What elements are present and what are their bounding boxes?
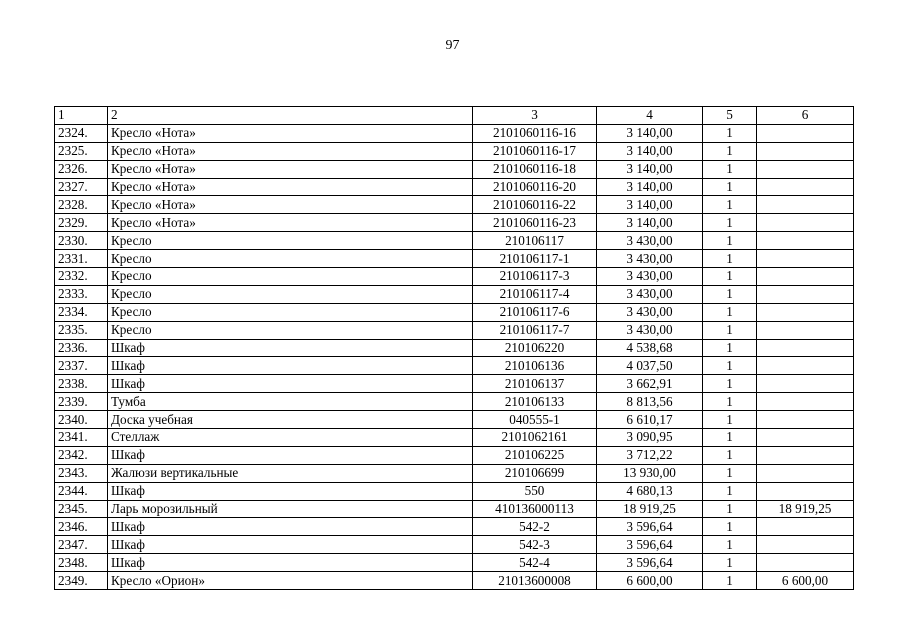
quantity-cell: 1 xyxy=(703,357,757,375)
total-cell: 6 600,00 xyxy=(757,572,854,590)
table-row xyxy=(55,464,854,482)
inventory-code-cell: 2101060116-16 xyxy=(473,124,597,142)
table-row xyxy=(55,250,854,268)
price-cell: 4 538,68 xyxy=(597,339,703,357)
price-cell: 3 090,95 xyxy=(597,429,703,447)
total-cell xyxy=(757,554,854,572)
row-number-cell: 2333. xyxy=(55,285,108,303)
inventory-code-cell: 550 xyxy=(473,482,597,500)
row-number-cell: 2348. xyxy=(55,554,108,572)
row-number-cell: 2335. xyxy=(55,321,108,339)
price-cell: 4 680,13 xyxy=(597,482,703,500)
total-cell xyxy=(757,464,854,482)
row-number-cell: 2349. xyxy=(55,572,108,590)
quantity-cell: 1 xyxy=(703,160,757,178)
row-number-cell: 2347. xyxy=(55,536,108,554)
quantity-cell: 1 xyxy=(703,482,757,500)
inventory-code-cell: 210106117-3 xyxy=(473,268,597,286)
total-cell xyxy=(757,357,854,375)
price-cell: 8 813,56 xyxy=(597,393,703,411)
quantity-cell: 1 xyxy=(703,232,757,250)
total-cell xyxy=(757,214,854,232)
total-cell xyxy=(757,339,854,357)
price-cell: 3 140,00 xyxy=(597,142,703,160)
quantity-cell: 1 xyxy=(703,214,757,232)
item-name-cell: Ларь морозильный xyxy=(108,500,473,518)
row-number-cell: 2330. xyxy=(55,232,108,250)
quantity-cell: 1 xyxy=(703,393,757,411)
total-cell xyxy=(757,232,854,250)
item-name-cell: Шкаф xyxy=(108,339,473,357)
item-name-cell: Кресло «Нота» xyxy=(108,214,473,232)
total-cell xyxy=(757,268,854,286)
row-number-cell: 2336. xyxy=(55,339,108,357)
total-cell xyxy=(757,375,854,393)
inventory-code-cell: 2101060116-17 xyxy=(473,142,597,160)
inventory-code-cell: 210106117-7 xyxy=(473,321,597,339)
table-body xyxy=(55,124,854,589)
total-cell xyxy=(757,124,854,142)
row-number-cell: 2342. xyxy=(55,446,108,464)
row-number-cell: 2341. xyxy=(55,429,108,447)
item-name-cell: Шкаф xyxy=(108,554,473,572)
total-cell xyxy=(757,446,854,464)
table-row xyxy=(55,429,854,447)
price-cell: 3 662,91 xyxy=(597,375,703,393)
item-name-cell: Тумба xyxy=(108,393,473,411)
price-cell: 3 596,64 xyxy=(597,518,703,536)
column-header-1: 1 xyxy=(55,107,108,125)
inventory-code-cell: 2101060116-20 xyxy=(473,178,597,196)
price-cell: 3 140,00 xyxy=(597,214,703,232)
inventory-code-cell: 210106117 xyxy=(473,232,597,250)
quantity-cell: 1 xyxy=(703,375,757,393)
item-name-cell: Кресло xyxy=(108,321,473,339)
column-header-4: 4 xyxy=(597,107,703,125)
inventory-code-cell: 040555-1 xyxy=(473,411,597,429)
page-number: 97 xyxy=(445,38,460,53)
price-cell: 3 140,00 xyxy=(597,124,703,142)
total-cell xyxy=(757,429,854,447)
quantity-cell: 1 xyxy=(703,321,757,339)
total-cell: 18 919,25 xyxy=(757,500,854,518)
item-name-cell: Кресло «Нота» xyxy=(108,196,473,214)
item-name-cell: Шкаф xyxy=(108,536,473,554)
table-row xyxy=(55,214,854,232)
inventory-code-cell: 210106133 xyxy=(473,393,597,411)
price-cell: 3 140,00 xyxy=(597,196,703,214)
inventory-code-cell: 2101060116-23 xyxy=(473,214,597,232)
row-number-cell: 2331. xyxy=(55,250,108,268)
inventory-code-cell: 210106117-6 xyxy=(473,303,597,321)
price-cell: 3 430,00 xyxy=(597,232,703,250)
quantity-cell: 1 xyxy=(703,142,757,160)
item-name-cell: Кресло «Орион» xyxy=(108,572,473,590)
item-name-cell: Кресло «Нота» xyxy=(108,124,473,142)
total-cell xyxy=(757,142,854,160)
total-cell xyxy=(757,321,854,339)
item-name-cell: Шкаф xyxy=(108,375,473,393)
inventory-code-cell: 542-4 xyxy=(473,554,597,572)
quantity-cell: 1 xyxy=(703,536,757,554)
quantity-cell: 1 xyxy=(703,178,757,196)
inventory-code-cell: 410136000113 xyxy=(473,500,597,518)
table-row xyxy=(55,321,854,339)
quantity-cell: 1 xyxy=(703,285,757,303)
price-cell: 3 140,00 xyxy=(597,178,703,196)
table-row xyxy=(55,572,854,590)
inventory-code-cell: 210106136 xyxy=(473,357,597,375)
inventory-code-cell: 2101060116-22 xyxy=(473,196,597,214)
header-row xyxy=(55,107,854,125)
table-row xyxy=(55,178,854,196)
price-cell: 3 140,00 xyxy=(597,160,703,178)
row-number-cell: 2343. xyxy=(55,464,108,482)
total-cell xyxy=(757,393,854,411)
item-name-cell: Стеллаж xyxy=(108,429,473,447)
row-number-cell: 2346. xyxy=(55,518,108,536)
quantity-cell: 1 xyxy=(703,518,757,536)
price-cell: 3 430,00 xyxy=(597,303,703,321)
table-row xyxy=(55,142,854,160)
row-number-cell: 2332. xyxy=(55,268,108,286)
quantity-cell: 1 xyxy=(703,429,757,447)
inventory-code-cell: 2101060116-18 xyxy=(473,160,597,178)
quantity-cell: 1 xyxy=(703,124,757,142)
inventory-code-cell: 210106117-4 xyxy=(473,285,597,303)
quantity-cell: 1 xyxy=(703,464,757,482)
price-cell: 13 930,00 xyxy=(597,464,703,482)
price-cell: 3 430,00 xyxy=(597,268,703,286)
table-row xyxy=(55,393,854,411)
price-cell: 3 430,00 xyxy=(597,250,703,268)
quantity-cell: 1 xyxy=(703,446,757,464)
table-row xyxy=(55,375,854,393)
table-row xyxy=(55,124,854,142)
total-cell xyxy=(757,518,854,536)
row-number-cell: 2326. xyxy=(55,160,108,178)
total-cell xyxy=(757,250,854,268)
table-row xyxy=(55,160,854,178)
inventory-table xyxy=(54,106,854,590)
row-number-cell: 2329. xyxy=(55,214,108,232)
table-row xyxy=(55,482,854,500)
table-row xyxy=(55,357,854,375)
row-number-cell: 2338. xyxy=(55,375,108,393)
item-name-cell: Жалюзи вертикальные xyxy=(108,464,473,482)
item-name-cell: Кресло xyxy=(108,285,473,303)
item-name-cell: Шкаф xyxy=(108,446,473,464)
table-row xyxy=(55,285,854,303)
item-name-cell: Кресло «Нота» xyxy=(108,178,473,196)
inventory-code-cell: 210106699 xyxy=(473,464,597,482)
quantity-cell: 1 xyxy=(703,411,757,429)
price-cell: 6 600,00 xyxy=(597,572,703,590)
row-number-cell: 2325. xyxy=(55,142,108,160)
table-row xyxy=(55,554,854,572)
inventory-code-cell: 2101062161 xyxy=(473,429,597,447)
column-header-3: 3 xyxy=(473,107,597,125)
price-cell: 4 037,50 xyxy=(597,357,703,375)
inventory-code-cell: 210106225 xyxy=(473,446,597,464)
total-cell xyxy=(757,160,854,178)
price-cell: 3 430,00 xyxy=(597,285,703,303)
total-cell xyxy=(757,482,854,500)
table-row xyxy=(55,303,854,321)
table-row xyxy=(55,268,854,286)
price-cell: 3 596,64 xyxy=(597,554,703,572)
quantity-cell: 1 xyxy=(703,250,757,268)
row-number-cell: 2328. xyxy=(55,196,108,214)
price-cell: 6 610,17 xyxy=(597,411,703,429)
total-cell xyxy=(757,285,854,303)
row-number-cell: 2340. xyxy=(55,411,108,429)
row-number-cell: 2337. xyxy=(55,357,108,375)
table-row xyxy=(55,196,854,214)
item-name-cell: Кресло xyxy=(108,303,473,321)
column-header-6: 6 xyxy=(757,107,854,125)
row-number-cell: 2339. xyxy=(55,393,108,411)
quantity-cell: 1 xyxy=(703,554,757,572)
row-number-cell: 2334. xyxy=(55,303,108,321)
inventory-code-cell: 210106220 xyxy=(473,339,597,357)
quantity-cell: 1 xyxy=(703,339,757,357)
quantity-cell: 1 xyxy=(703,268,757,286)
total-cell xyxy=(757,303,854,321)
row-number-cell: 2324. xyxy=(55,124,108,142)
row-number-cell: 2345. xyxy=(55,500,108,518)
inventory-code-cell: 210106137 xyxy=(473,375,597,393)
inventory-code-cell: 542-2 xyxy=(473,518,597,536)
inventory-code-cell: 210106117-1 xyxy=(473,250,597,268)
table-row xyxy=(55,232,854,250)
item-name-cell: Шкаф xyxy=(108,518,473,536)
quantity-cell: 1 xyxy=(703,500,757,518)
item-name-cell: Кресло xyxy=(108,268,473,286)
table-header xyxy=(55,107,854,125)
total-cell xyxy=(757,178,854,196)
price-cell: 3 712,22 xyxy=(597,446,703,464)
item-name-cell: Кресло xyxy=(108,250,473,268)
table-row xyxy=(55,518,854,536)
table-row xyxy=(55,446,854,464)
quantity-cell: 1 xyxy=(703,303,757,321)
row-number-cell: 2327. xyxy=(55,178,108,196)
column-header-5: 5 xyxy=(703,107,757,125)
row-number-cell: 2344. xyxy=(55,482,108,500)
total-cell xyxy=(757,196,854,214)
price-cell: 18 919,25 xyxy=(597,500,703,518)
table-row xyxy=(55,339,854,357)
item-name-cell: Шкаф xyxy=(108,357,473,375)
table-row xyxy=(55,536,854,554)
total-cell xyxy=(757,536,854,554)
item-name-cell: Кресло «Нота» xyxy=(108,142,473,160)
table-row xyxy=(55,411,854,429)
item-name-cell: Доска учебная xyxy=(108,411,473,429)
item-name-cell: Кресло xyxy=(108,232,473,250)
inventory-code-cell: 21013600008 xyxy=(473,572,597,590)
price-cell: 3 430,00 xyxy=(597,321,703,339)
column-header-2: 2 xyxy=(108,107,473,125)
item-name-cell: Шкаф xyxy=(108,482,473,500)
price-cell: 3 596,64 xyxy=(597,536,703,554)
inventory-code-cell: 542-3 xyxy=(473,536,597,554)
quantity-cell: 1 xyxy=(703,196,757,214)
table-row xyxy=(55,500,854,518)
total-cell xyxy=(757,411,854,429)
quantity-cell: 1 xyxy=(703,572,757,590)
item-name-cell: Кресло «Нота» xyxy=(108,160,473,178)
